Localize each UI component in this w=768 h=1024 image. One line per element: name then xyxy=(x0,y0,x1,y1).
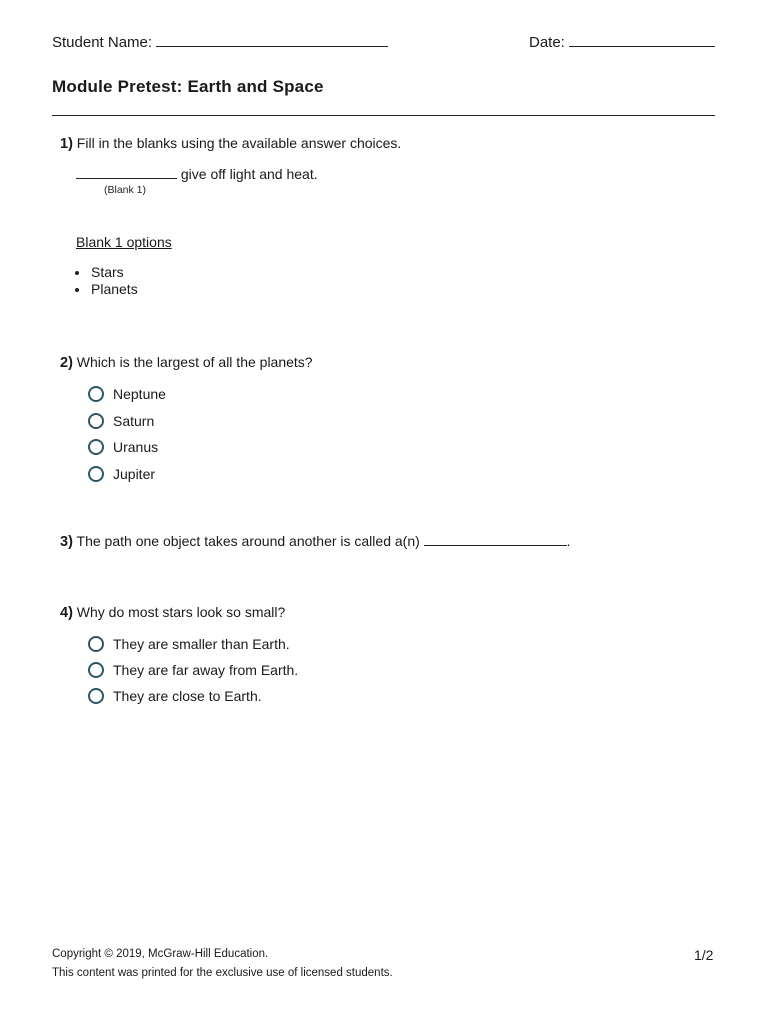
list-item: Stars xyxy=(75,264,138,281)
choice-label: They are far away from Earth. xyxy=(113,662,299,678)
radio-button[interactable] xyxy=(88,466,104,482)
q2-choice-neptune[interactable] xyxy=(88,385,166,403)
student-name-label: Student Name: xyxy=(52,34,153,51)
q2-choice-saturn[interactable] xyxy=(88,412,154,430)
date-label: Date: xyxy=(529,34,565,51)
choice-label: Neptune xyxy=(113,386,166,402)
question-2-text: Which is the largest of all the planets? xyxy=(76,354,313,370)
blank-1-options-heading: Blank 1 options xyxy=(76,234,172,250)
q4-choice-smaller[interactable] xyxy=(88,635,290,653)
title-divider xyxy=(52,115,715,116)
question-1-sentence xyxy=(76,164,318,182)
q2-choice-jupiter[interactable] xyxy=(88,465,155,483)
page-number: 1/2 xyxy=(694,947,714,963)
question-3-prompt xyxy=(60,531,571,550)
choice-label: They are smaller than Earth. xyxy=(113,636,290,652)
license-notice: This content was printed for the exclusive use of licensed students. xyxy=(52,967,393,979)
question-2-number: 2) xyxy=(60,355,73,371)
q4-choice-close[interactable] xyxy=(88,687,262,705)
radio-button[interactable] xyxy=(88,439,104,455)
question-4-number: 4) xyxy=(60,605,73,621)
date-row xyxy=(529,32,715,51)
question-4-prompt xyxy=(60,604,285,621)
question-1-prompt xyxy=(60,135,401,152)
radio-button[interactable] xyxy=(88,636,104,652)
question-4-text: Why do most stars look so small? xyxy=(76,604,286,620)
question-3-text: The path one object takes around another is called a(n) xyxy=(76,533,420,549)
blank-1-field[interactable] xyxy=(76,164,177,179)
blank-1-options-list xyxy=(75,264,138,298)
radio-button[interactable] xyxy=(88,662,104,678)
question-1-sentence-text: give off light and heat. xyxy=(180,166,318,182)
student-name-field[interactable] xyxy=(156,32,388,47)
question-3-answer-field[interactable] xyxy=(424,531,567,546)
question-3-end-punct: . xyxy=(566,533,571,549)
q4-choice-far-away[interactable] xyxy=(88,661,298,679)
question-2-prompt xyxy=(60,354,313,371)
blank-1-caption: (Blank 1) xyxy=(104,184,147,196)
choice-label: They are close to Earth. xyxy=(113,688,262,704)
radio-button[interactable] xyxy=(88,413,104,429)
radio-button[interactable] xyxy=(88,386,104,402)
student-name-row xyxy=(52,32,388,51)
list-item: Planets xyxy=(75,281,138,298)
question-3-number: 3) xyxy=(60,534,73,550)
copyright-text: Copyright © 2019, McGraw-Hill Education. xyxy=(52,948,269,960)
choice-label: Uranus xyxy=(113,439,159,455)
page-title: Module Pretest: Earth and Space xyxy=(52,77,324,96)
q2-choice-uranus[interactable] xyxy=(88,438,158,456)
date-field[interactable] xyxy=(569,32,715,47)
choice-label: Saturn xyxy=(113,413,155,429)
question-1-number: 1) xyxy=(60,136,73,152)
question-1-text: Fill in the blanks using the available answer choices. xyxy=(76,135,402,151)
radio-button[interactable] xyxy=(88,688,104,704)
choice-label: Jupiter xyxy=(113,466,156,482)
